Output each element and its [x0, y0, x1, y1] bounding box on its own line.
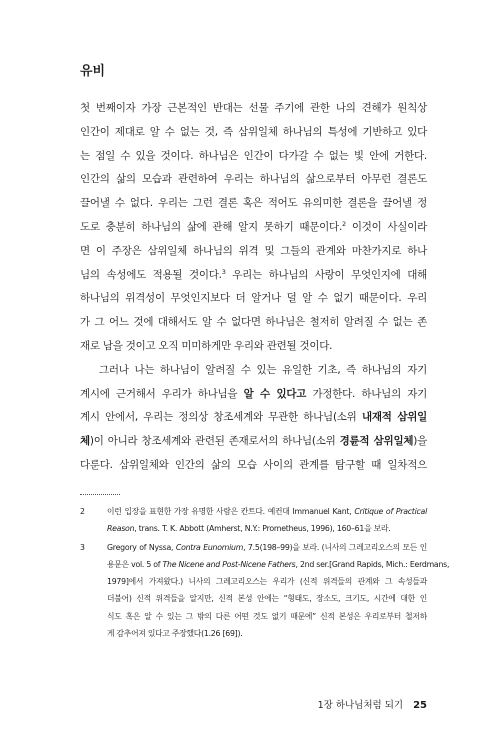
text-run: 인간이 제대로 알 수 없는 것, 즉 삼위일체 하나님의 특성에 기반하고 있다: [80, 125, 427, 138]
footnote-number: 2: [80, 507, 85, 516]
text-run: 용문은 vol. 5 of: [107, 559, 163, 569]
body-line: [80, 383, 427, 407]
text-run: 면 이 주장은 삼위일체 하나님의 위격 및 그들의 관계와 마찬가지로 하나: [80, 244, 427, 257]
footnote-marker: 3: [221, 267, 226, 276]
italic-text: Critique of Practical: [354, 507, 428, 516]
body-line: [80, 454, 427, 478]
body-line: [80, 145, 427, 169]
body-line: [80, 359, 427, 383]
footnote-text: [107, 503, 427, 538]
bold-text: 경륜적 삼위일체: [339, 435, 414, 448]
paragraph: [80, 97, 427, 359]
page-number: 25: [413, 700, 427, 711]
paragraph: [80, 359, 427, 478]
text-run: 우리는 하나님의 사랑이 무엇인지에 대해: [225, 268, 427, 281]
text-run: 식도 혹은 알 수 있는 그 밖의 다른 어떤 것도 없기 때문에” 신적 본성은 우리로부터 철저하: [107, 611, 427, 621]
body-text: [80, 97, 427, 478]
italic-text: The Nicene and Post-Nicene Fathers: [162, 559, 296, 569]
text-run: 님의 속성에도 적용될 것이다.: [80, 268, 222, 281]
text-run: 더불어) 신적 위격들을 알지만, 신적 본성 안에는 “형태도, 장소도, 크기도, 시간에 대한 인: [107, 594, 427, 604]
footnote-text: [107, 539, 450, 643]
text-run: 게 감추어져 있다고 주장했다(1.26 [69]).: [107, 629, 243, 639]
text-run: )을: [413, 435, 427, 448]
text-run: , 7.5(198–99)을 보라. (니사의 그레고리오스의 모든 인: [243, 542, 427, 552]
text-run: 계시에 근거해서 우리가 하나님을: [80, 387, 244, 400]
text-run: 끌어낼 수 없다. 우리는 그런 결론 혹은 적어도 유의미한 결론을 끌어낼 정: [80, 197, 427, 210]
italic-text: Reason: [107, 524, 135, 534]
bold-text: 체: [80, 435, 90, 448]
body-line: [80, 121, 427, 145]
text-run: 이것이 사실이라: [345, 220, 427, 233]
text-run: 다룬다. 삼위일체와 인간의 삶의 모습 사이의 관계를 탐구할 때 일차적으: [80, 458, 427, 471]
body-line: [80, 406, 427, 430]
footnote-line: [107, 608, 427, 625]
footnote: [80, 503, 427, 538]
footnote-line: [107, 573, 427, 590]
page-footer: [318, 699, 427, 713]
text-run: 하나님의 위격성이 무엇인지보다 더 알거나 덜 알 수 없기 때문이다. 우리: [80, 292, 427, 305]
body-line: [80, 430, 427, 454]
text-run: Gregory of Nyssa,: [107, 542, 176, 552]
footnotes: [80, 503, 450, 642]
footnote-marker: 2: [342, 219, 346, 228]
body-line: [80, 97, 427, 121]
body-line: [80, 192, 427, 216]
text-run: )이 아니라 창조세계와 관련된 존재로서의 하나님(소위: [89, 435, 340, 448]
footnote-line: [107, 539, 427, 556]
text-run: 가 그 어느 것에 대해서도 알 수 없다면 하나님은 철저히 알려질 수 없는 존: [80, 316, 427, 329]
running-head-chapter: 1장 하나님처럼 되기: [317, 700, 404, 711]
footnote-line: [107, 520, 427, 537]
bold-text: 내재적 삼위일: [361, 411, 427, 424]
text-run: 이런 입장을 표현한 가장 유명한 사람은 칸트다. 예컨대 Immanuel Kant,: [107, 507, 355, 516]
body-line: [80, 287, 427, 311]
text-run: 1979]에서 가져왔다.) 니사의 그레고리오스는 우리가 (신적 위격들의 관계와 그 속성들과: [107, 577, 427, 587]
footnote: [80, 539, 450, 643]
text-run: , 2nd ser.[Grand Rapids, Mich.: Eerdmans,: [295, 559, 450, 569]
text-run: 첫 번째이자 가장 근본적인 반대는 선물 주기에 관한 나의 견해가 원칙상: [80, 102, 427, 114]
text-run: 계시 안에서, 우리는 정의상 창조세계와 무관한 하나님(소위: [80, 411, 362, 424]
text-run: 가정한다. 하나님의 자기: [306, 387, 428, 400]
text-run: 는 점일 수 있을 것이다. 하나님은 인간이 다가갈 수 없는 빛 안에 거한다.: [80, 149, 427, 162]
footnote-number: 3: [80, 542, 85, 552]
body-line: [80, 264, 427, 288]
section-heading: 유비: [80, 64, 106, 79]
footnote-line: [107, 625, 427, 642]
text-run: 도로 충분히 하나님의 삶에 관해 알지 못하기 때문이다.: [80, 220, 343, 233]
body-line: [80, 311, 427, 335]
bold-text: 알 수 있다고: [243, 387, 307, 400]
body-line: [80, 216, 427, 240]
body-line: [80, 240, 427, 264]
text-run: 인간의 삶의 모습과 관련하여 우리는 하나님의 삶으로부터 아무런 결론도: [80, 173, 427, 186]
text-run: 그러나 나는 하나님이 알려질 수 있는 유일한 기초, 즉 하나님의 자기: [99, 363, 427, 376]
footnote-separator: [80, 494, 120, 495]
body-line: [80, 168, 427, 192]
body-line: [80, 335, 427, 359]
text-run: , trans. T. K. Abbott (Amherst, N.Y.: Prometheus, 1996), 160–61을 보라.: [134, 524, 391, 534]
footnote-line: [107, 503, 427, 520]
footnote-line: [107, 556, 450, 573]
footnote-line: [107, 590, 427, 607]
italic-text: Contra Eunomium: [175, 542, 244, 552]
text-run: 재로 남을 것이고 오직 미미하게만 우리와 관련될 것이다.: [80, 339, 333, 352]
